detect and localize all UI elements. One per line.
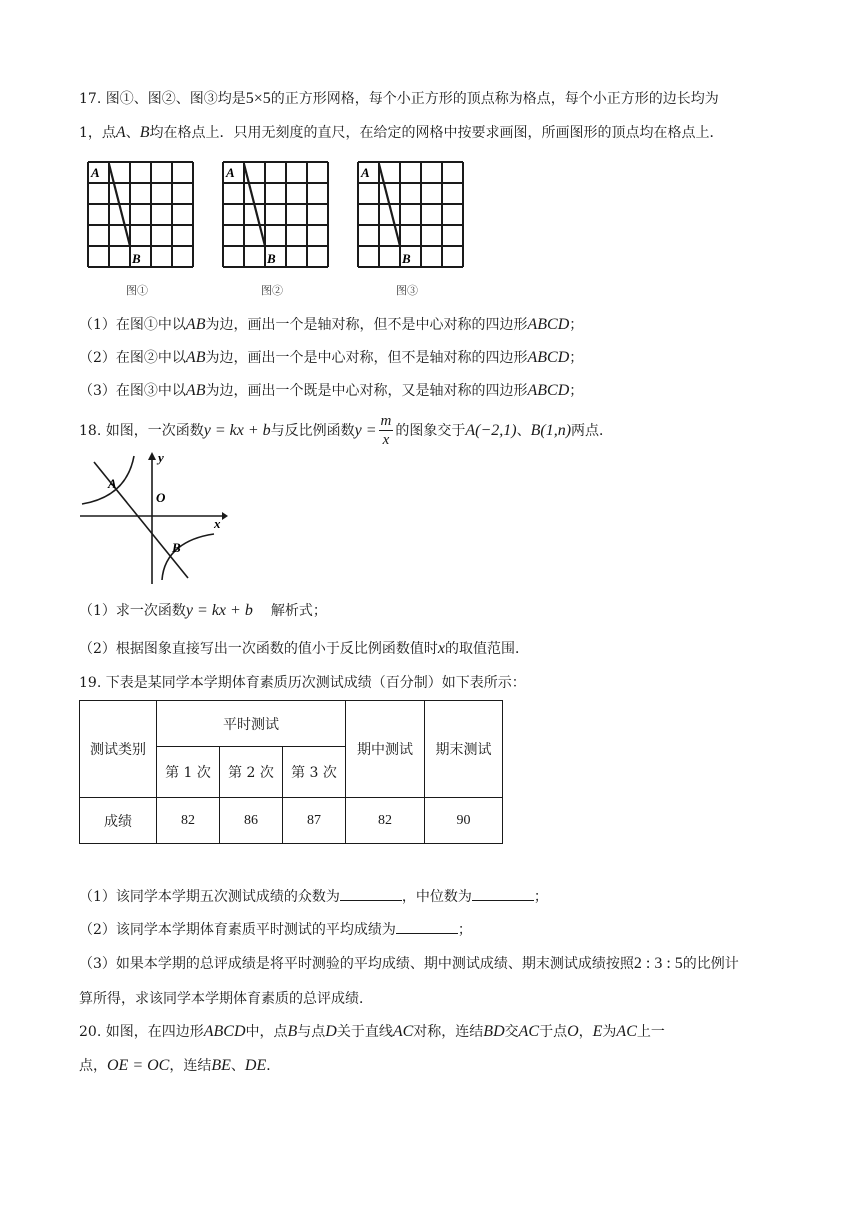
figure-caption-1: 图① — [126, 284, 148, 297]
q17-line1: 17. 图①、图②、图③均是5×5的正方形网格，每个小正方形的顶点称为格点，每个小正方形的边长均为 — [79, 90, 719, 107]
answer-blank — [340, 888, 402, 901]
table-header-midterm: 期中测试 — [346, 701, 425, 798]
q17-part-2: （2）在图②中以AB为边，画出一个是中心对称，但不是轴对称的四边形ABCD； — [79, 349, 584, 366]
q18-stem: 18. 如图，一次函数y = kx + b与反比例函数y = $\frac{m}{x}$ 的图象交于A(−2,1)、B(1,n)两点． — [79, 413, 614, 448]
q19-part-3-cont: 算所得，求该同学本学期体育素质的总评成绩． — [79, 991, 373, 1007]
q17-line2: 1，点A、B均在格点上．只用无刻度的直尺，在给定的网格中按要求画图，所画图形的顶点均在格点上． — [79, 124, 724, 141]
y-axis-arrow — [148, 452, 156, 460]
graph-label-y: y — [158, 450, 164, 465]
grid-figure-1 — [86, 160, 195, 269]
q19-part-1: （1）该同学本学期五次测试成绩的众数为 ，中位数为 ； — [79, 889, 548, 905]
table-cell: 90 — [425, 798, 503, 844]
table-header-final: 期末测试 — [425, 701, 503, 798]
table-row-label: 成绩 — [80, 798, 157, 844]
label-b: B — [132, 251, 141, 266]
figure-caption-2: 图② — [261, 284, 283, 297]
score-table — [79, 700, 503, 844]
graph-label-o: O — [156, 490, 166, 505]
table-cell: 82 — [157, 798, 220, 844]
fraction-m-over-x: $\frac{m}{x}$ — [380, 413, 392, 448]
graph-label-a: A — [108, 476, 117, 491]
table-cell: 87 — [283, 798, 346, 844]
answer-blank — [472, 888, 534, 901]
q18-part-2: （2）根据图象直接写出一次函数的值小于反比例函数值时x的取值范围． — [79, 640, 530, 657]
q20-line2: 点，OE = OC，连结BE、DE． — [79, 1057, 281, 1074]
q17-part-1: （1）在图①中以AB为边，画出一个是轴对称，但不是中心对称的四边形ABCD； — [79, 316, 584, 333]
table-subheader-3: 第 3 次 — [283, 747, 346, 798]
q19-part-3: （3）如果本学期的总评成绩是将平时测验的平均成绩、期中测试成绩、期末测试成绩按照2 : 3 : 5的比例计 — [79, 955, 739, 972]
x-axis-arrow — [222, 512, 228, 520]
table-header-category: 测试类别 — [80, 701, 157, 798]
table-cell: 86 — [220, 798, 283, 844]
q17-part-3: （3）在图③中以AB为边，画出一个既是中心对称，又是轴对称的四边形ABCD； — [79, 382, 584, 399]
label-a: A — [361, 165, 370, 180]
answer-blank — [396, 921, 458, 934]
figure-caption-3: 图③ — [396, 284, 418, 297]
graph-label-x: x — [214, 516, 221, 531]
label-a: A — [91, 165, 100, 180]
table-row — [80, 798, 503, 844]
label-a: A — [226, 165, 235, 180]
table-subheader-2: 第 2 次 — [220, 747, 283, 798]
q18-part-1: （1）求一次函数y = kx + b 解析式； — [79, 602, 327, 619]
q20-line1: 20. 如图，在四边形ABCD中，点B与点D关于直线AC对称，连结BD交AC于点O，E为AC上一 — [79, 1023, 665, 1040]
grid-figure-2 — [221, 160, 330, 269]
table-header-regular: 平时测试 — [157, 701, 346, 747]
grid-figure-3 — [356, 160, 465, 269]
label-b: B — [267, 251, 276, 266]
table-subheader-1: 第 1 次 — [157, 747, 220, 798]
graph-label-b: B — [172, 540, 181, 555]
hyperbola-branch-lower — [162, 534, 214, 580]
label-b: B — [402, 251, 411, 266]
q19-part-2: （2）该同学本学期体育素质平时测试的平均成绩为 ； — [79, 922, 472, 938]
table-cell: 82 — [346, 798, 425, 844]
function-graph — [76, 448, 228, 588]
q19-intro: 19. 下表是某同学本学期体育素质历次测试成绩（百分制）如下表所示： — [79, 675, 526, 691]
